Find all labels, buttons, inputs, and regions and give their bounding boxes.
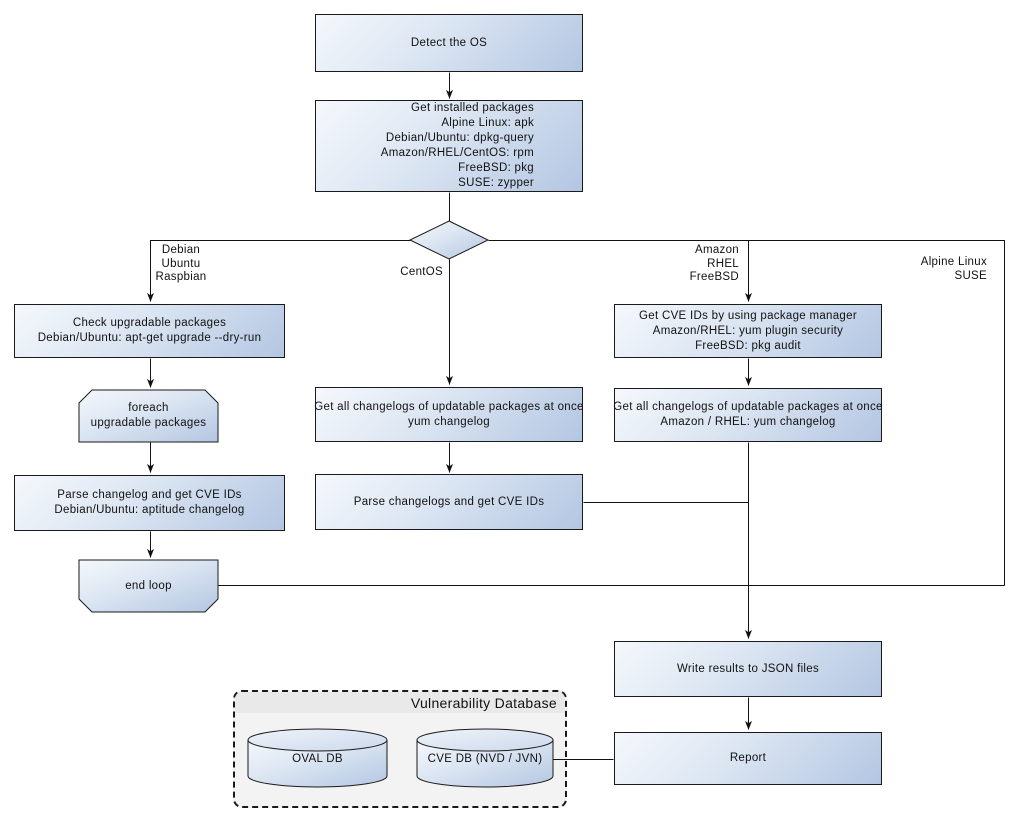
node-text-line: Alpine Linux: apk (441, 117, 534, 129)
node-report (614, 732, 882, 785)
node-text-line: FreeBSD: pkg (458, 162, 534, 174)
node-text-line: Parse changelogs and get CVE IDs (353, 495, 545, 508)
node-get-changelogs-amazon-rhel (614, 388, 882, 442)
node-get-cve-ids-package-manager (614, 304, 882, 358)
edge-label-line: SUSE (954, 269, 987, 282)
node-get-installed-packages (315, 100, 583, 192)
edge-label-line: Raspbian (155, 271, 207, 283)
node-text-line: SUSE: zypper (458, 177, 534, 189)
node-write-results-json (614, 641, 882, 697)
node-text-line: Get CVE IDs by using package manager (639, 309, 857, 322)
edge-label-line: CentOS (400, 266, 443, 278)
node-text-line: Debian/Ubuntu: apt-get upgrade --dry-run (37, 332, 262, 344)
node-foreach-upgradable-packages (79, 390, 218, 442)
edge-label-amazon-rhel-freebsd (669, 244, 739, 285)
node-text-line: end loop (125, 579, 172, 592)
node-text-line: Amazon / RHEL: yum changelog (660, 416, 836, 428)
node-detect-os (315, 14, 583, 72)
node-text-line: Get installed packages (411, 102, 534, 114)
node-parse-changelog-debian (14, 475, 285, 531)
node-text-line: Amazon/RHEL/CentOS: rpm (380, 147, 534, 159)
edge-label-centos (383, 266, 443, 280)
node-text-line: FreeBSD: pkg audit (695, 339, 801, 352)
edge-label-line: Amazon (695, 244, 739, 256)
node-text-line: Amazon/RHEL: yum plugin security (652, 324, 844, 337)
edge-label-line: RHEL (707, 257, 739, 270)
node-text-line: Get all changelogs of updatable packages at once (314, 400, 584, 413)
node-text-line: Parse changelog and get CVE IDs (57, 489, 242, 501)
oval-db-label: OVAL DB (292, 753, 343, 765)
node-text-line: Write results to JSON files (676, 662, 820, 675)
node-text-line: Report (729, 752, 767, 764)
node-text-line: upgradable packages (90, 417, 207, 429)
edge-label-line: Debian (161, 244, 201, 256)
cve-db-label: CVE DB (NVD / JVN) (427, 753, 543, 765)
vulnerability-database-title: Vulnerability Database (235, 692, 565, 713)
edge-label-line: Alpine Linux (920, 256, 987, 268)
node-text-line: Detect the OS (410, 36, 488, 49)
edge-label-debian-ubuntu-raspbian (151, 244, 211, 285)
edge-label-line: Ubuntu (161, 257, 201, 270)
node-check-upgradable-packages (14, 304, 285, 358)
node-parse-changelogs-centos (315, 474, 583, 530)
edge-label-alpine-linux-suse (895, 256, 987, 283)
node-text-line: Debian/Ubuntu: aptitude changelog (54, 504, 245, 516)
node-text-line: yum changelog (408, 415, 490, 428)
node-text-line: Check upgradable packages (72, 317, 227, 329)
edge-label-line: FreeBSD (689, 271, 739, 283)
node-text-line: foreach (128, 402, 169, 414)
node-get-changelogs-centos (315, 387, 583, 442)
node-end-loop (79, 560, 218, 612)
node-text-line: Debian/Ubuntu: dpkg-query (385, 132, 534, 144)
os-decision-diamond (410, 221, 488, 259)
node-text-line: Get all changelogs of updatable packages at once (613, 401, 883, 413)
